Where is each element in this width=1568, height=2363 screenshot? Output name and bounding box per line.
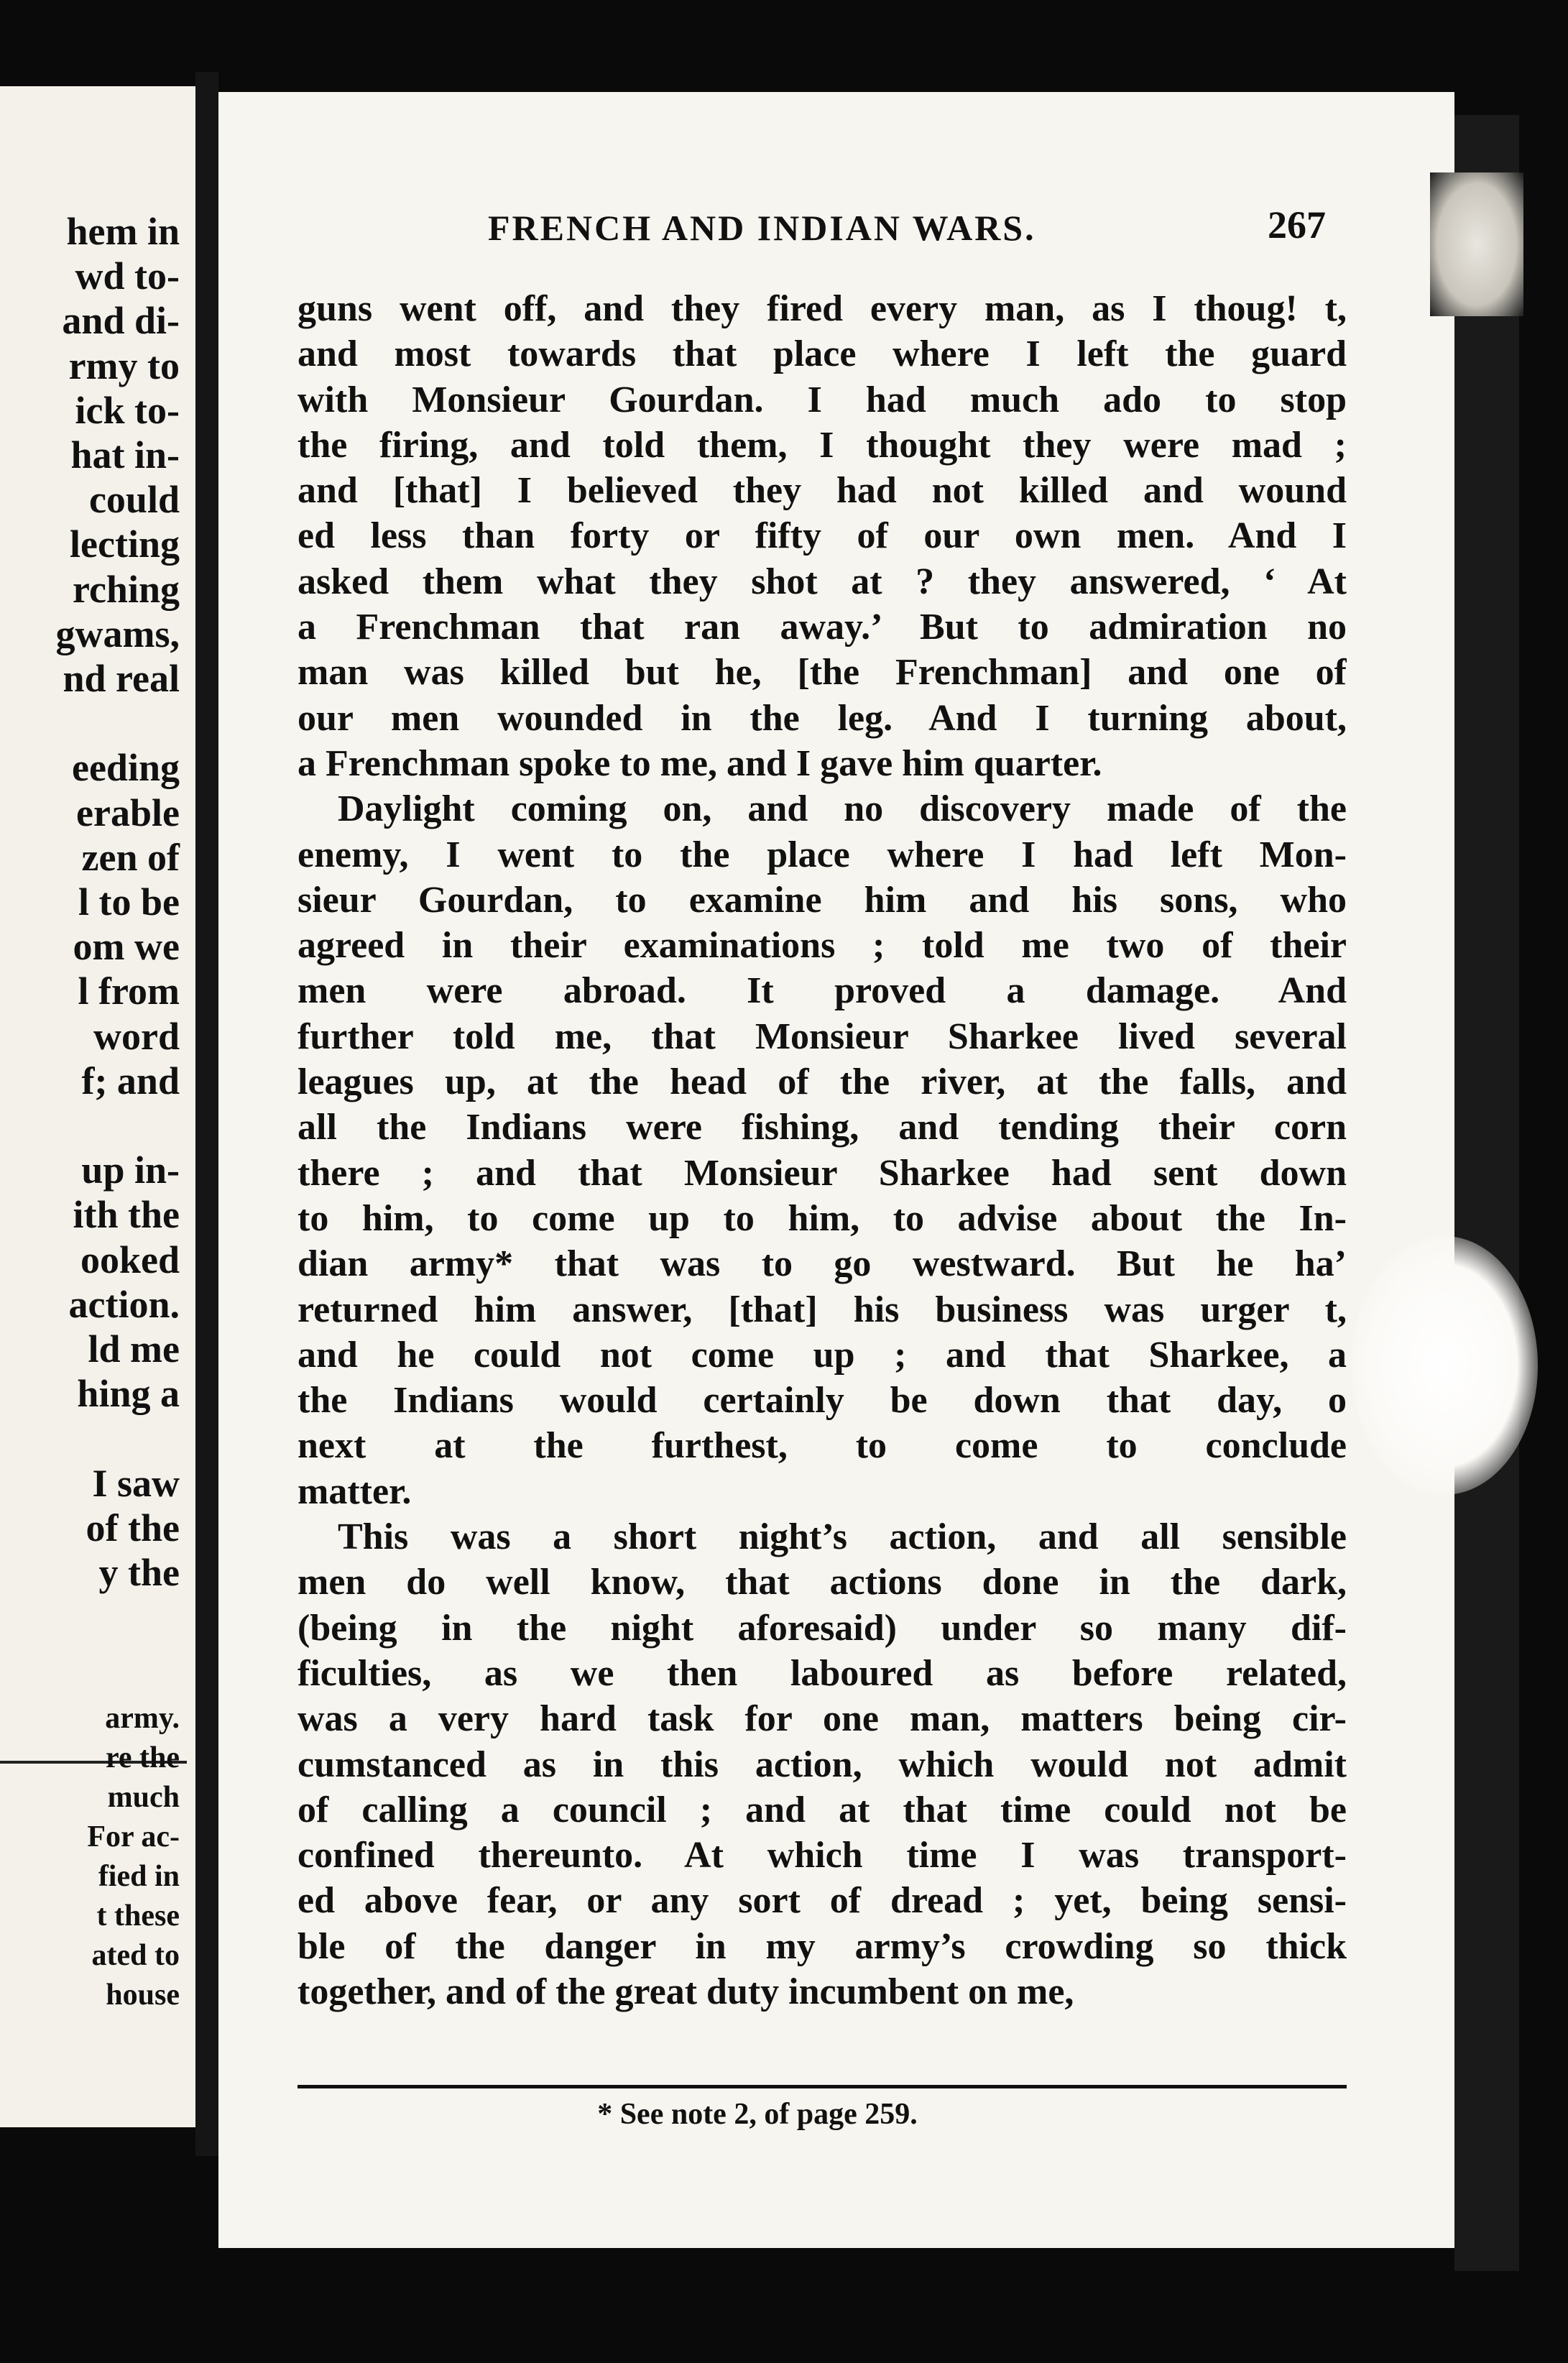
previous-page-text-line: eeding: [71, 746, 180, 790]
text-line: was a very hard task for one man, matters being cir-: [298, 1698, 1347, 1740]
previous-page-footnote-line: ated to: [91, 1939, 180, 1972]
text-line: further told me, that Monsieur Sharkee lived several: [298, 1015, 1347, 1057]
text-line: This was a short night’s action, and all sensible: [338, 1516, 1347, 1558]
previous-page-text-line: ooked: [80, 1238, 180, 1281]
footnote: * See note 2, of page 259.: [597, 2098, 918, 2131]
text-line: leagues up, at the head of the river, at the falls, and: [298, 1061, 1347, 1103]
previous-page-text-line: wd to-: [75, 254, 180, 298]
scan-border: [0, 2285, 1568, 2363]
text-line: enemy, I went to the place where I had left Mon-: [298, 834, 1347, 875]
text-line: dian army* that was to go westward. But he ha’: [298, 1243, 1347, 1285]
previous-page-text-line: ld me: [88, 1327, 180, 1371]
text-line: agreed in their examinations ; told me two of their: [298, 925, 1347, 967]
previous-page-text-line: of the: [86, 1506, 180, 1549]
text-line: of calling a council ; and at that time could not be: [298, 1789, 1347, 1830]
text-line: (being in the night aforesaid) under so many dif-: [298, 1607, 1347, 1649]
previous-page-text-line: rching: [72, 567, 180, 611]
text-line: a Frenchman that ran away.’ But to admiration no: [298, 607, 1347, 648]
page-stain: [1351, 1236, 1538, 1495]
previous-page-text-line: ith the: [73, 1193, 180, 1237]
previous-page-footnote-line: army.: [105, 1702, 180, 1735]
text-line: Daylight coming on, and no discovery made of the: [338, 788, 1347, 830]
text-line: confined thereunto. At which time I was transport-: [298, 1835, 1347, 1876]
text-line: ficulties, as we then laboured as before related,: [298, 1652, 1347, 1694]
text-line: matter.: [298, 1470, 412, 1512]
footnote-rule: [298, 2085, 1347, 2088]
running-head: FRENCH AND INDIAN WARS.: [488, 208, 1036, 248]
previous-page-text-line: hat in-: [70, 433, 180, 476]
text-line: and most towards that place where I left the guard: [298, 333, 1347, 375]
previous-page-text-line: hing a: [77, 1372, 180, 1416]
text-line: ed less than forty or fifty of our own men. And I: [298, 515, 1347, 557]
previous-page-text-line: could: [88, 478, 180, 522]
previous-page-text-line: nd real: [63, 657, 180, 700]
previous-page-text-line: f; and: [81, 1059, 180, 1102]
previous-page-text-line: y the: [98, 1551, 180, 1594]
text-line: our men wounded in the leg. And I turning about,: [298, 697, 1347, 739]
previous-page-text-line: zen of: [81, 835, 180, 879]
previous-page-text-line: ick to-: [75, 388, 180, 432]
text-line: man was killed but he, [the Frenchman] and one of: [298, 652, 1347, 694]
previous-page-text-line: action.: [68, 1282, 180, 1326]
text-line: to him, to come up to him, to advise about the In-: [298, 1197, 1347, 1239]
text-line: ed above fear, or any sort of dread ; yet, being sensi-: [298, 1880, 1347, 1922]
previous-page-text-line: rmy to: [68, 344, 180, 387]
previous-page-text-line: up in-: [81, 1148, 180, 1192]
text-line: the Indians would certainly be down that day, o: [298, 1380, 1347, 1422]
text-line: the firing, and told them, I thought they were mad ;: [298, 424, 1347, 466]
page-tear: [1430, 172, 1523, 316]
previous-page-footnote-line: For ac-: [87, 1820, 180, 1853]
text-line: ble of the danger in my army’s crowding so thick: [298, 1925, 1347, 1967]
text-line: with Monsieur Gourdan. I had much ado to stop: [298, 379, 1347, 420]
previous-page-fragment: [0, 86, 201, 2127]
previous-page-footnote-line: t these: [96, 1899, 180, 1933]
text-line: and [that] I believed they had not killed and wound: [298, 470, 1347, 512]
text-line: men were abroad. It proved a damage. And: [298, 970, 1347, 1012]
text-line: and he could not come up ; and that Sharkee, a: [298, 1334, 1347, 1376]
previous-page-text-line: I saw: [92, 1461, 180, 1505]
previous-page-text-line: hem in: [66, 210, 180, 253]
previous-page-text-line: om we: [73, 925, 180, 969]
text-line: all the Indians were fishing, and tending their corn: [298, 1107, 1347, 1148]
previous-page-text-line: gwams,: [55, 612, 180, 655]
previous-page-text-line: word: [93, 1014, 180, 1058]
text-line: returned him answer, [that] his business was urger t,: [298, 1289, 1347, 1330]
text-line: together, and of the great duty incumbent on me,: [298, 1971, 1074, 2012]
page-edge-shadow: [1454, 115, 1519, 2271]
text-line: cumstanced as in this action, which would not admit: [298, 1744, 1347, 1785]
text-line: sieur Gourdan, to examine him and his sons, who: [298, 879, 1347, 921]
previous-page-text-line: lecting: [70, 522, 180, 566]
text-line: a Frenchman spoke to me, and I gave him quarter.: [298, 742, 1102, 784]
body-text: [298, 286, 1347, 2014]
text-line: guns went off, and they fired every man, as I thoug! t,: [298, 288, 1347, 329]
page-header: [218, 203, 1454, 257]
text-line: men do well know, that actions done in the dark,: [298, 1562, 1347, 1603]
previous-page-text-line: erable: [76, 791, 180, 834]
previous-page-footnote-line: re the: [105, 1741, 180, 1774]
previous-page-text-line: l to be: [78, 880, 180, 923]
previous-page-text-line: l from: [78, 969, 180, 1013]
text-line: there ; and that Monsieur Sharkee had sent down: [298, 1152, 1347, 1194]
previous-page-footnote-line: house: [106, 1979, 180, 2012]
text-line: next at the furthest, to come to conclude: [298, 1425, 1347, 1467]
page-gutter: [195, 72, 218, 2156]
previous-page-footnote-line: fied in: [98, 1860, 180, 1893]
previous-page-text-line: and di-: [62, 299, 180, 343]
previous-page-footnote-line: much: [107, 1781, 180, 1814]
text-line: asked them what they shot at ? they answered, ‘ At: [298, 561, 1347, 602]
book-page: [218, 92, 1454, 2248]
page-number: 267: [1268, 203, 1326, 247]
